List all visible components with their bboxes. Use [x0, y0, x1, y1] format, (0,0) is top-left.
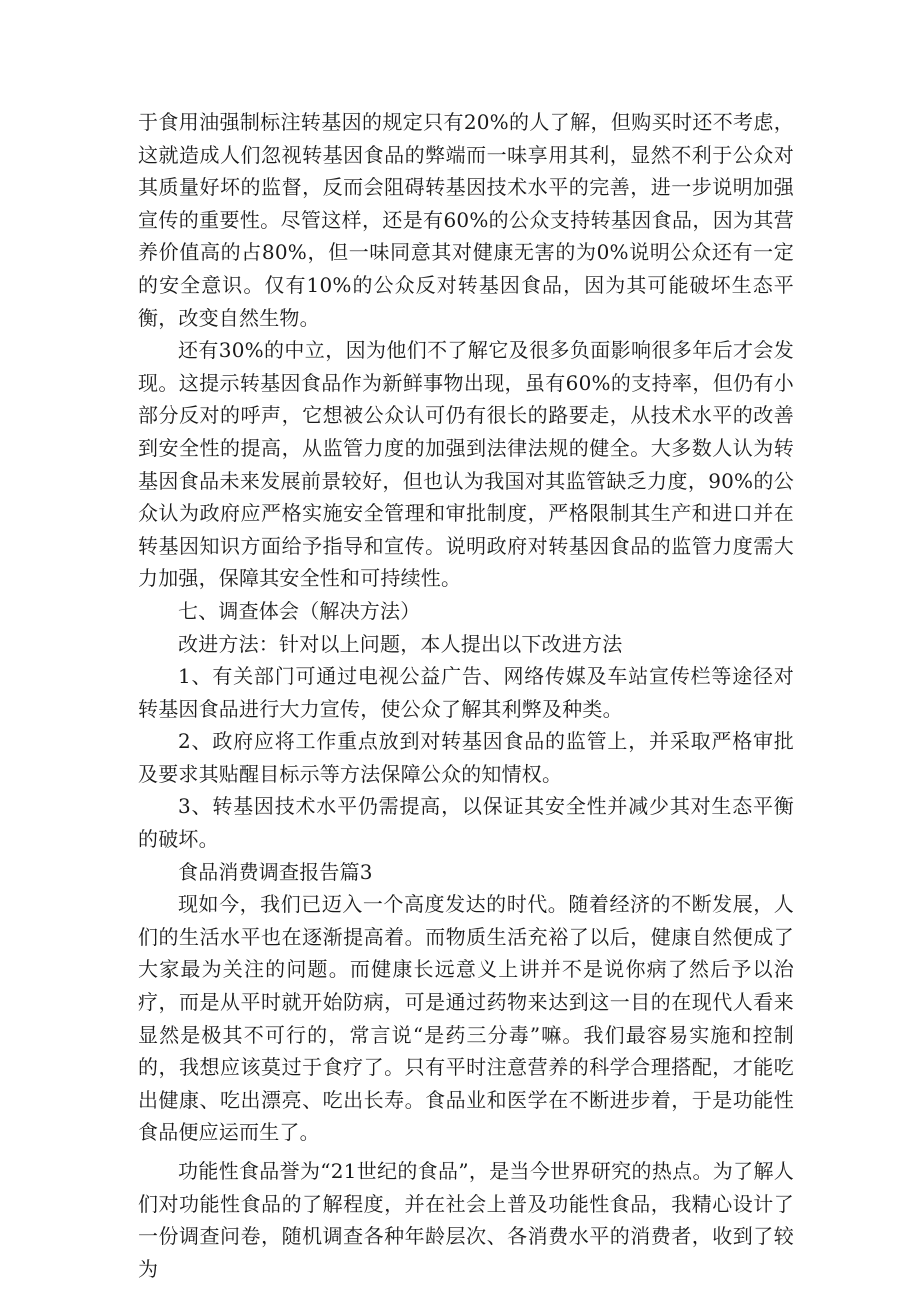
- paragraph-modern-health: 现如今，我们已迈入一个高度发达的时代。随着经济的不断发展，人们的生活水平也在逐渐提高着。而物质生活充裕了以后，健康自然便成了大家最为关注的问题。而健康长远意义上讲并不是说你病了然后予以治疗，而是从平时就开始防病，可是通过药物来达到这一目的在现代人看来显然是极其不可行的，常言说“是药三分毒”嘛。我们最容易实施和控制的，我想应该莫过于食疗了。只有平时注意营养的科学合理搭配，才能吃出健康、吃出漂亮、吃出长寿。食品业和医学在不断进步着，于是功能性食品便应运而生了。: [138, 892, 794, 1145]
- paragraph-neutral-analysis: 还有30%的中立，因为他们不了解它及很多负面影响很多年后才会发现。这提示转基因食品作为新鲜事物出现，虽有60%的支持率，但仍有小部分反对的呼声，它想被公众认可仍有很长的路要走，从技术水平的改善到安全性的提高，从监管力度的加强到法律法规的健全。大多数人认为转基因食品未来发展前景较好，但也认为我国对其监管缺乏力度，90%的公众认为政府应严格实施安全管理和审批制度，严格限制其生产和进口并在转基因知识方面给予指导和宣传。说明政府对转基因食品的监管力度需大力加强，保障其安全性和可持续性。: [138, 338, 794, 591]
- list-item-2: 2、政府应将工作重点放到对转基因食品的监管上，并采取严格审批及要求其贴醒目标示等方法保障公众的知情权。: [138, 729, 794, 786]
- list-item-1: 1、有关部门可通过电视公益广告、网络传媒及车站宣传栏等途径对转基因食品进行大力宣传，使公众了解其利弊及种类。: [138, 664, 794, 721]
- paragraph-improvement-intro: 改进方法：针对以上问题，本人提出以下改进方法: [178, 631, 623, 656]
- paragraph-continuation: 于食用油强制标注转基因的规定只有20%的人了解，但购买时还不考虑，这就造成人们忽视转基因食品的弊端而一味享用其利，显然不利于公众对其质量好坏的监督，反而会阻碍转基因技术水平的完善，进一步说明加强宣传的重要性。尽管这样，还是有60%的公众支持转基因食品，因为其营养价值高的占80%，但一味同意其对健康无害的为0%说明公众还有一定的安全意识。仅有10%的公众反对转基因食品，因为其可能破坏生态平衡，改变自然生物。: [138, 110, 794, 330]
- paragraph-functional-food: 功能性食品誉为“21世纪的食品”，是当今世界研究的热点。为了解人们对功能性食品的了解程度，并在社会上普及功能性食品，我精心设计了一份调查问卷，随机调查各种年龄层次、各消费水平的消费者，收到了较为: [138, 1159, 794, 1281]
- document-body: [138, 106, 794, 1285]
- list-item-3: 3、转基因技术水平仍需提高，以保证其安全性并减少其对生态平衡的破坏。: [138, 794, 794, 852]
- report-heading-part-3: 食品消费调查报告篇3: [178, 859, 373, 884]
- section-heading-survey-insights: 七、调查体会（解决方法）: [178, 598, 421, 623]
